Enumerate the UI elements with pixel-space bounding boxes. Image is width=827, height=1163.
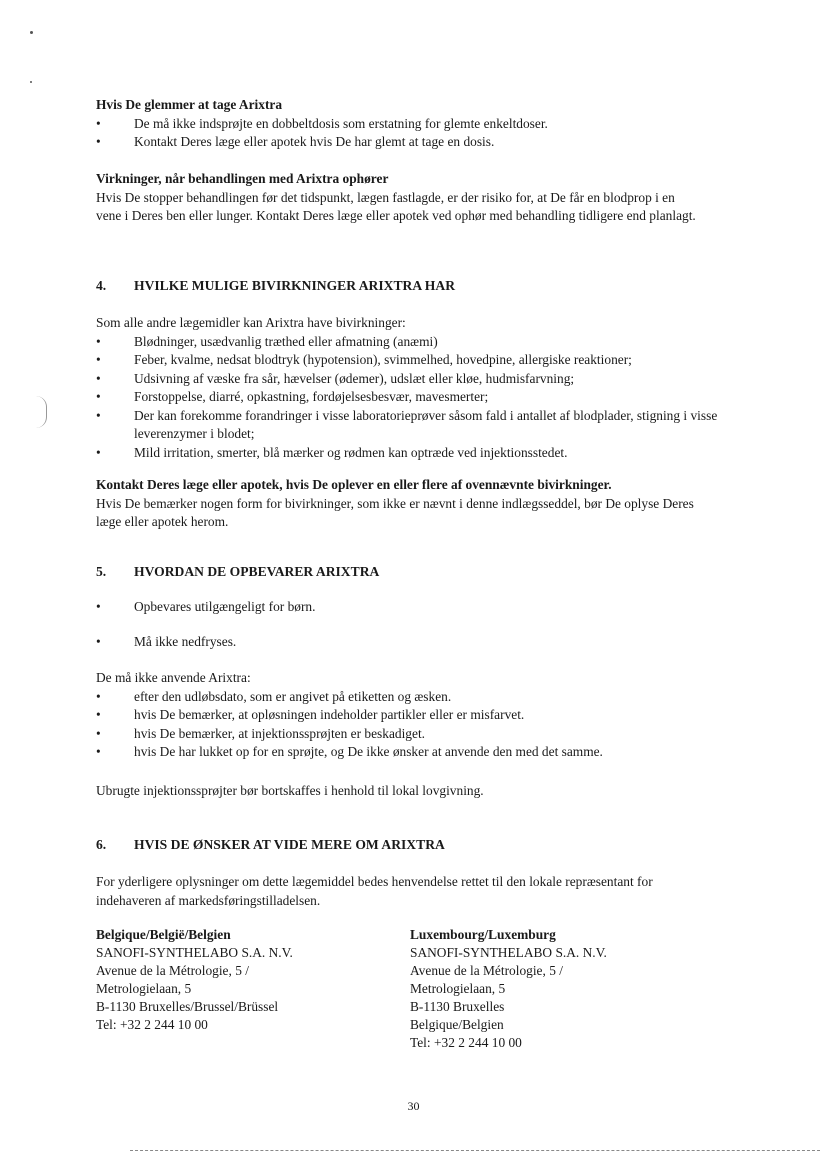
section-5-title: [96, 563, 379, 582]
stopping-treatment-heading: Virkninger, når behandlingen med Arixtra ophører: [96, 171, 389, 186]
contact-line: Belgique/Belgien: [410, 1017, 504, 1032]
storage-list: [96, 598, 736, 651]
list-item: • Opbevares utilgængeligt for børn.: [96, 598, 736, 617]
contact-line: B-1130 Bruxelles/Brussel/Brüssel: [96, 999, 279, 1014]
list-item: • hvis De har lukket op for en sprøjte, og De ikke ønsker at anvende den med det samme.: [96, 743, 736, 762]
side-effects-section: [96, 314, 736, 462]
scan-speck: [30, 31, 33, 34]
list-item: • hvis De bemærker, at opløsningen indeholder partikler eller er misfarvet.: [96, 706, 736, 725]
more-info-text: For yderligere oplysninger om dette lægemiddel bedes henvendelse rettet til den lokale repræsentant for indehaveren af markedsføringstilladelsen.: [96, 874, 653, 908]
side-effects-intro: Som alle andre lægemidler kan Arixtra have bivirkninger:: [96, 315, 406, 330]
contact-line: Avenue de la Métrologie, 5 /: [96, 963, 249, 978]
contact-line: Tel: +32 2 244 10 00: [96, 1017, 208, 1032]
contact-doctor-heading: Kontakt Deres læge eller apotek, hvis De oplever en eller flere af ovennævnte bivirkninger.: [96, 477, 612, 492]
list-item: • Kontakt Deres læge eller apotek hvis De har glemt at tage en dosis.: [96, 133, 736, 152]
contact-country: Luxembourg/Luxemburg: [410, 927, 556, 942]
contact-country: Belgique/België/Belgien: [96, 927, 231, 942]
contact-belgium: [96, 926, 356, 1034]
contact-line: Metrologielaan, 5: [96, 981, 192, 996]
more-info-section: [96, 873, 721, 910]
list-item: • Mild irritation, smerter, blå mærker og rødmen kan optræde ved injektionsstedet.: [96, 444, 736, 463]
list-item: • Der kan forekomme forandringer i visse laboratorieprøver såsom fald i antallet af blodplader, stigning i visse leverenzymer i blodet;: [96, 407, 736, 444]
do-not-use-list: [96, 688, 736, 762]
contact-line: Avenue de la Métrologie, 5 /: [410, 963, 563, 978]
list-item: • Feber, kvalme, nedsat blodtryk (hypotension), svimmelhed, hovedpine, allergiske reaktioner;: [96, 351, 736, 370]
scan-speck: [30, 81, 32, 83]
side-effects-list: [96, 333, 736, 463]
list-item: • Må ikke nedfryses.: [96, 633, 736, 652]
contact-line: SANOFI-SYNTHELABO S.A. N.V.: [96, 945, 293, 960]
section-number: 6.: [96, 837, 107, 852]
do-not-use-section: [96, 669, 736, 762]
list-item: • efter den udløbsdato, som er angivet på etiketten og æsken.: [96, 688, 736, 707]
bottom-scan-edge: [130, 1150, 820, 1151]
stopping-treatment-section: [96, 170, 696, 226]
contact-doctor-section: [96, 476, 706, 532]
forgotten-dose-heading: Hvis De glemmer at tage Arixtra: [96, 97, 283, 112]
disposal-section: [96, 782, 736, 801]
section-title-text: HVIS DE ØNSKER AT VIDE MERE OM ARIXTRA: [134, 837, 445, 852]
page-number: 30: [407, 1099, 420, 1113]
list-item: • Blødninger, usædvanlig træthed eller afmatning (anæmi): [96, 333, 736, 352]
list-item: • De må ikke indsprøjte en dobbeltdosis som erstatning for glemte enkeltdoser.: [96, 115, 736, 134]
contact-line: Metrologielaan, 5: [410, 981, 506, 996]
disposal-text: Ubrugte injektionssprøjter bør bortskaffes i henhold til lokal lovgivning.: [96, 783, 484, 798]
section-4-title: [96, 277, 455, 296]
storage-section: [96, 598, 736, 667]
section-number: 5.: [96, 564, 107, 579]
section-title-text: HVORDAN DE OPBEVARER ARIXTRA: [134, 564, 380, 579]
stopping-treatment-text: Hvis De stopper behandlingen før det tidspunkt, lægen fastlagde, er der risiko for, at De får en blodprop i en vene i Deres ben eller lunger. Kontakt Deres læge eller apotek ved ophør med behandling tidligere end planlagt.: [96, 189, 696, 223]
list-item: • Forstoppelse, diarré, opkastning, fordøjelsesbesvær, mavesmerter;: [96, 388, 736, 407]
forgotten-dose-section: [96, 96, 736, 152]
contact-line: SANOFI-SYNTHELABO S.A. N.V.: [410, 945, 607, 960]
contact-line: Tel: +32 2 244 10 00: [410, 1035, 522, 1050]
section-6-title: [96, 836, 445, 855]
contact-line: B-1130 Bruxelles: [410, 999, 505, 1014]
margin-bracket-mark: [36, 396, 47, 428]
section-number: 4.: [96, 278, 107, 293]
list-item: • Udsivning af væske fra sår, hævelser (ødemer), udslæt eller kløe, hudmisfarvning;: [96, 370, 736, 389]
forgotten-dose-list: [96, 115, 736, 152]
section-title-text: HVILKE MULIGE BIVIRKNINGER ARIXTRA HAR: [134, 278, 456, 293]
contact-doctor-text: Hvis De bemærker nogen form for bivirkninger, som ikke er nævnt i denne indlægsseddel, bør De oplyse Deres læge eller apotek herom.: [96, 495, 694, 529]
list-item: • hvis De bemærker, at injektionssprøjten er beskadiget.: [96, 725, 736, 744]
do-not-use-intro: De må ikke anvende Arixtra:: [96, 670, 251, 685]
contact-luxembourg: [410, 926, 670, 1052]
